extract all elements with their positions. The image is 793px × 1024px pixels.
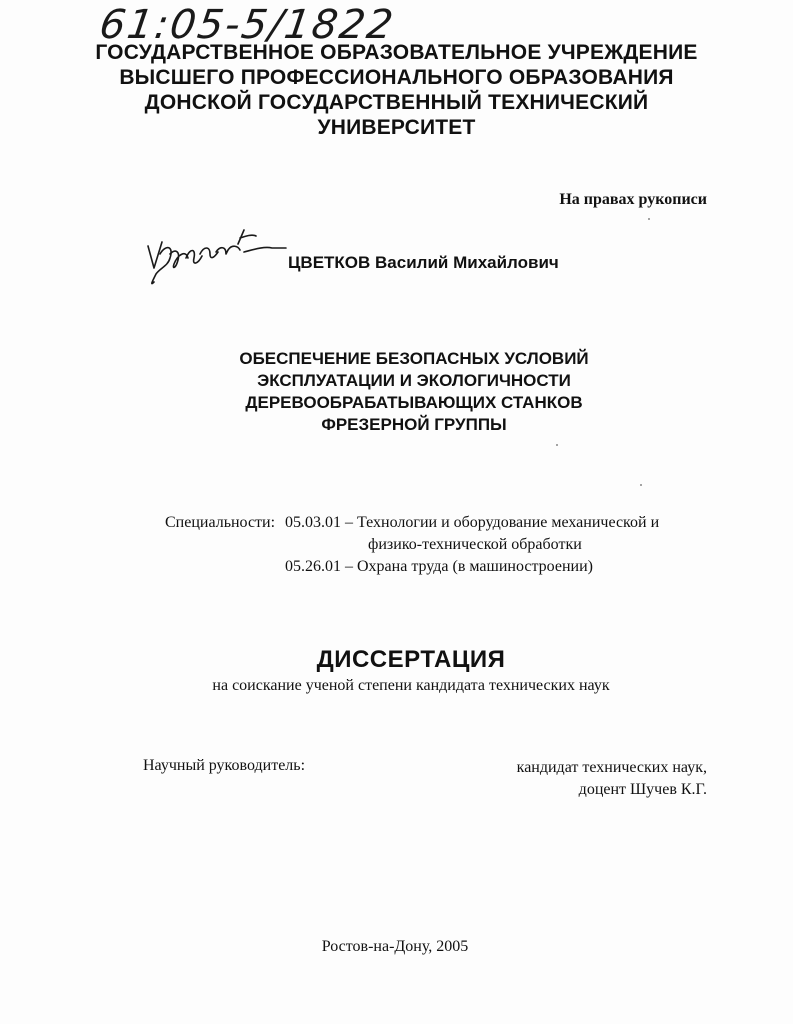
institution-line: ГОСУДАРСТВЕННОЕ ОБРАЗОВАТЕЛЬНОЕ УЧРЕЖДЕНИЕ: [95, 41, 698, 64]
scan-speck: [640, 484, 642, 486]
specialty-text: физико-технической обработки: [368, 536, 582, 553]
author-name: ЦВЕТКОВ Василий Михайлович: [288, 253, 559, 272]
institution-name: [0, 40, 793, 140]
scan-speck: [556, 444, 558, 446]
title-line: ФРЕЗЕРНОЙ ГРУППЫ: [321, 415, 507, 434]
specialty-text: 05.03.01 – Технологии и оборудование механической и: [285, 514, 660, 531]
institution-line: ВЫСШЕГО ПРОФЕССИОНАЛЬНОГО ОБРАЗОВАНИЯ: [119, 66, 674, 89]
title-line: ЭКСПЛУАТАЦИИ И ЭКОЛОГИЧНОСТИ: [257, 371, 571, 390]
author-signature: [140, 224, 288, 288]
specialties-label: Специальности:: [165, 514, 276, 531]
supervisor-label: Научный руководитель:: [143, 757, 306, 774]
archive-number: 61:05-5/1822: [96, 2, 398, 48]
specialty-text: 05.26.01 – Охрана труда (в машиностроении): [285, 558, 593, 575]
institution-line: ДОНСКОЙ ГОСУДАРСТВЕННЫЙ ТЕХНИЧЕСКИЙ: [144, 91, 649, 114]
supervisor-info: [517, 757, 707, 801]
supervisor-degree: кандидат технических наук,: [516, 759, 707, 776]
document-purpose: на соискание ученой степени кандидата технических наук: [212, 677, 610, 694]
scan-speck: [648, 218, 650, 220]
place-year: Ростов-на-Дону, 2005: [321, 938, 469, 955]
thesis-title: [0, 348, 793, 436]
document-type: ДИССЕРТАЦИЯ: [316, 646, 506, 673]
title-line: ОБЕСПЕЧЕНИЕ БЕЗОПАСНЫХ УСЛОВИЙ: [239, 349, 589, 368]
supervisor-name: доцент Шучев К.Г.: [578, 781, 707, 798]
institution-line: УНИВЕРСИТЕТ: [317, 116, 476, 139]
manuscript-note: На правах рукописи: [559, 191, 707, 208]
title-line: ДЕРЕВООБРАБАТЫВАЮЩИХ СТАНКОВ: [245, 393, 583, 412]
